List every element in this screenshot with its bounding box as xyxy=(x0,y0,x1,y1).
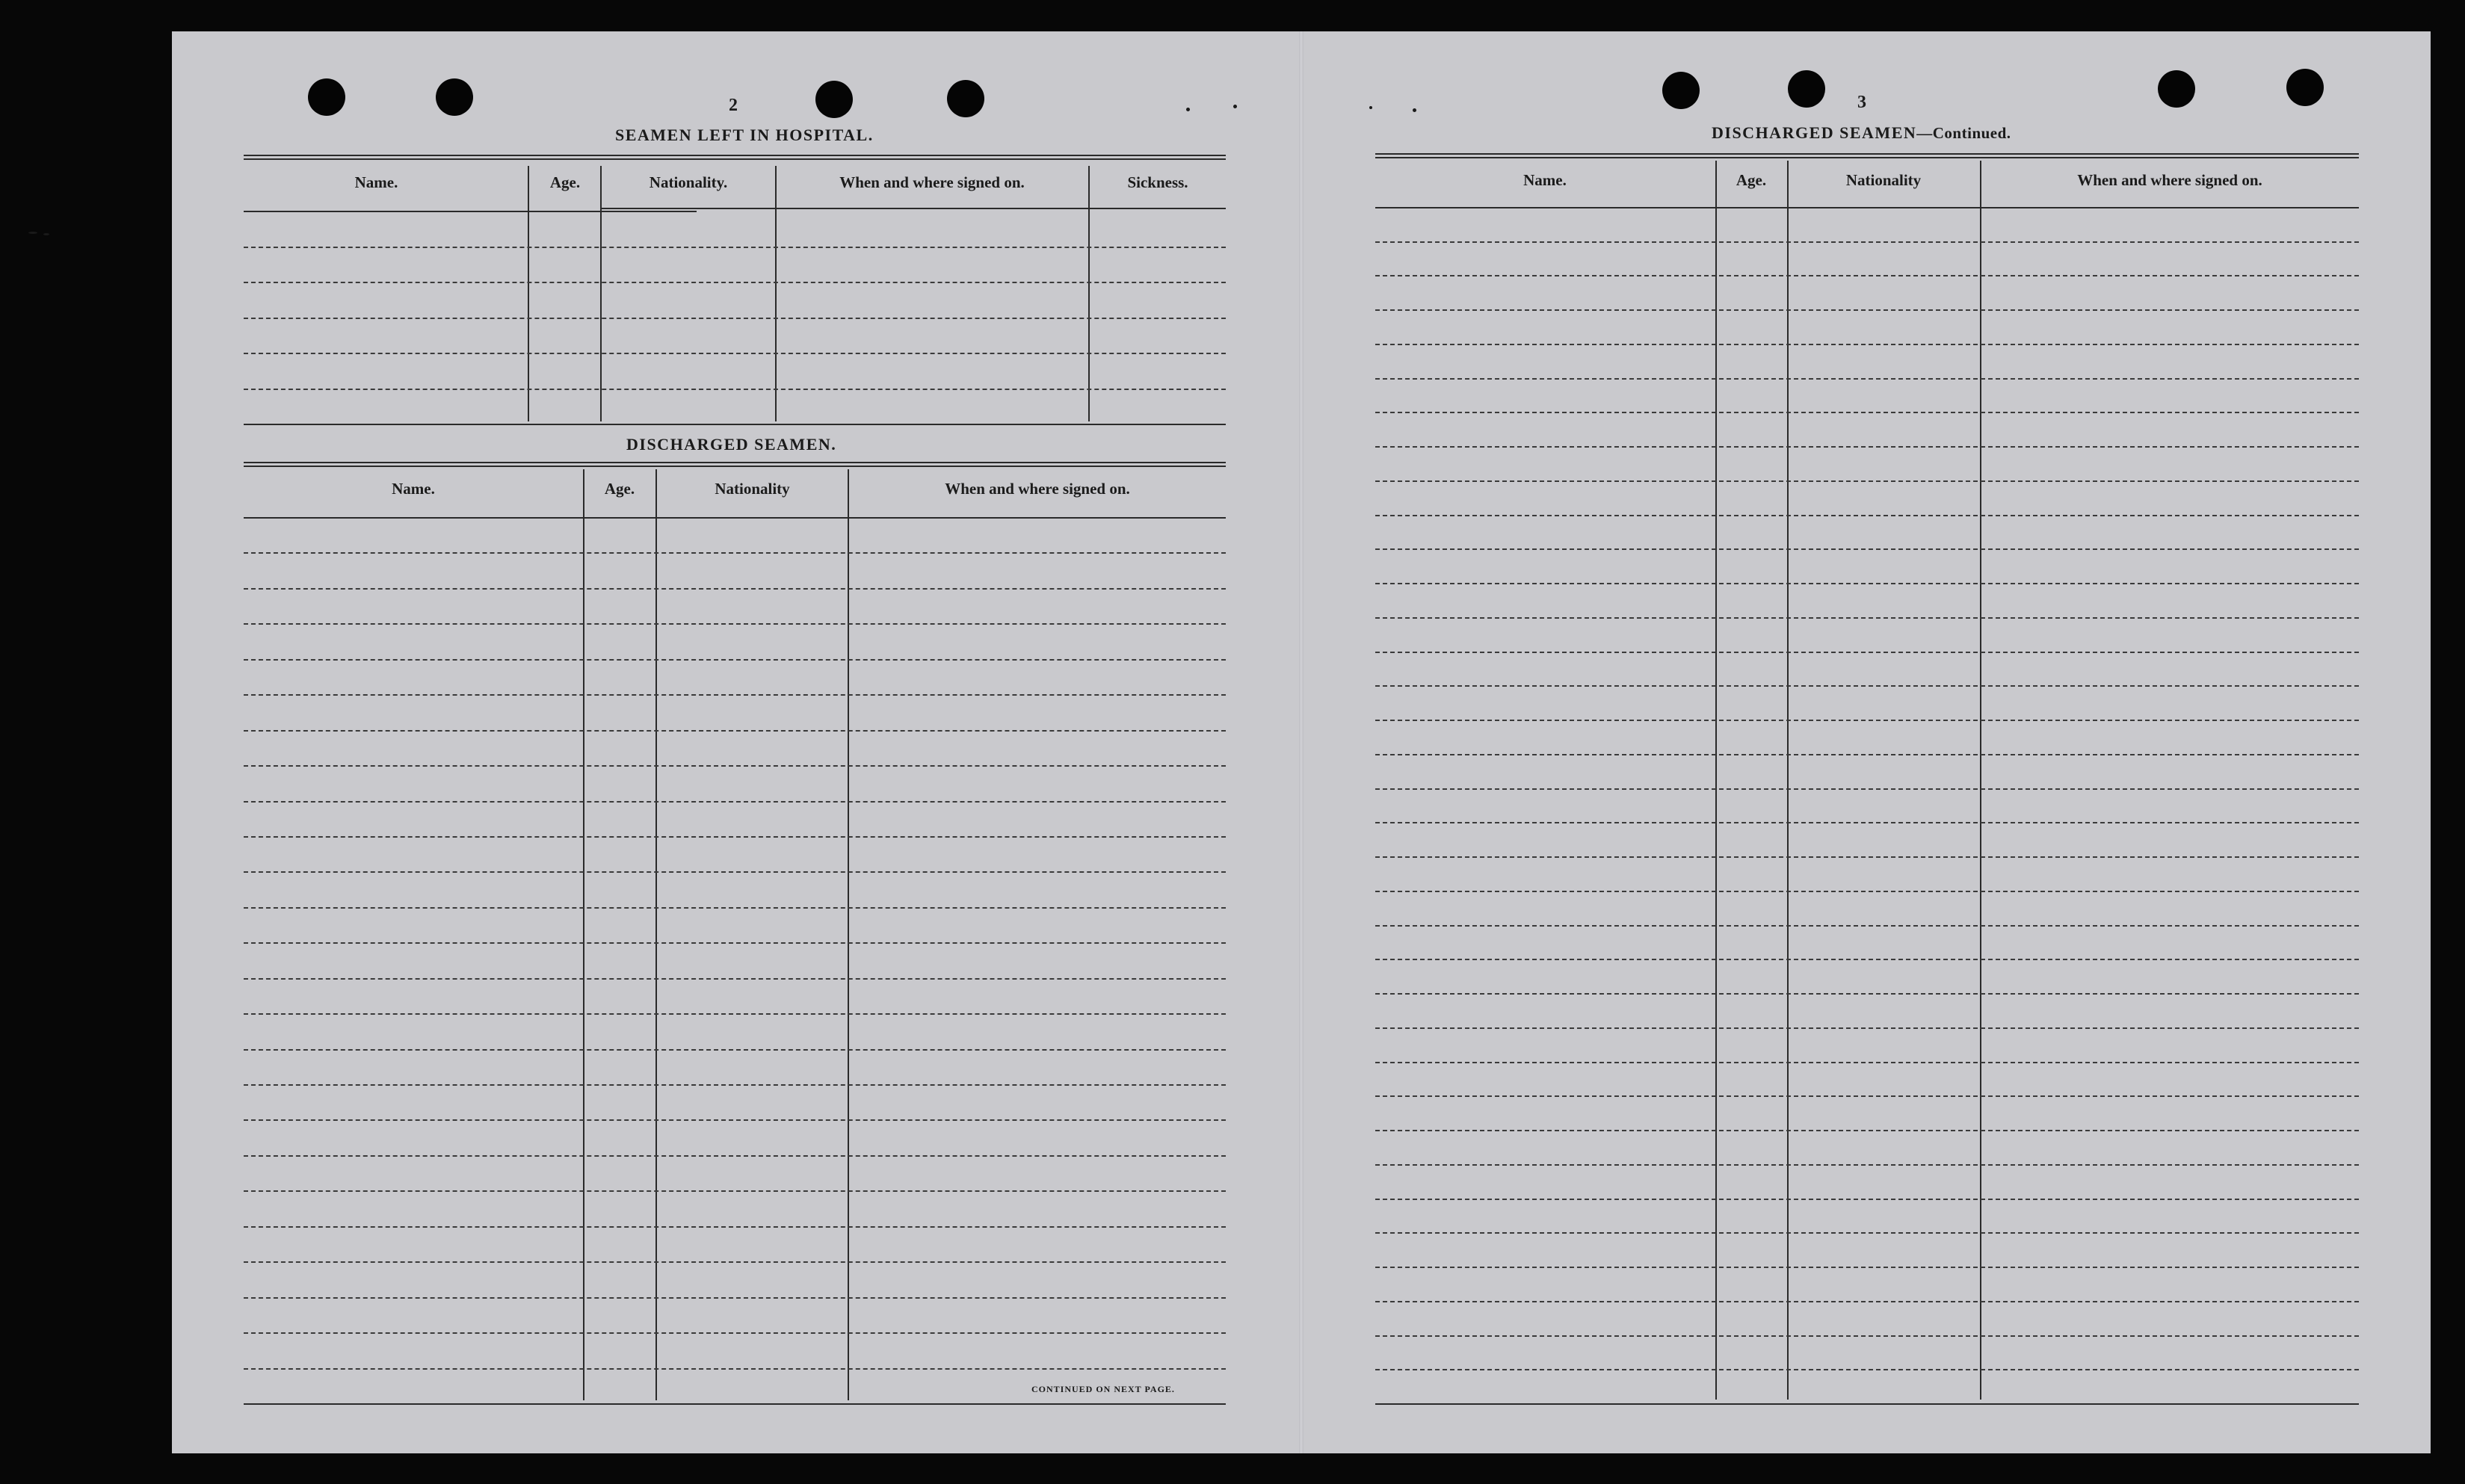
double-rule xyxy=(244,155,1226,160)
ruled-line xyxy=(1375,959,2359,960)
discharged-section-title: DISCHARGED SEAMEN. xyxy=(626,435,837,454)
ruled-line xyxy=(1375,378,2359,380)
ink-speck xyxy=(1233,105,1237,108)
ink-speck xyxy=(1186,108,1190,111)
ruled-line xyxy=(244,282,1226,283)
col-signed-on-header: When and where signed on. xyxy=(2077,171,2262,189)
col-name-header: Name. xyxy=(392,480,435,498)
page-number: 2 xyxy=(729,96,738,115)
title-main: DISCHARGED SEAMEN xyxy=(1712,123,1917,142)
ruled-line xyxy=(1375,891,2359,892)
ruled-line xyxy=(1375,344,2359,345)
ruled-line xyxy=(244,1226,1226,1228)
bottom-rule xyxy=(1375,1403,2359,1405)
continued-note: CONTINUED ON NEXT PAGE. xyxy=(1031,1384,1175,1394)
ruled-line xyxy=(244,694,1226,696)
ruled-line xyxy=(244,836,1226,838)
column-divider xyxy=(775,166,777,421)
column-divider xyxy=(1980,161,1981,1400)
ruled-line xyxy=(244,1049,1226,1051)
ruled-line xyxy=(1375,412,2359,413)
ruled-line xyxy=(244,730,1226,732)
scan-speck xyxy=(28,232,37,234)
punch-hole xyxy=(2286,69,2324,106)
page-number: 3 xyxy=(1857,93,1867,112)
ruled-line xyxy=(244,623,1226,625)
ruled-line xyxy=(1375,1232,2359,1234)
ruled-line xyxy=(1375,1267,2359,1268)
ruled-line xyxy=(244,765,1226,767)
ruled-line xyxy=(244,907,1226,909)
ruled-line xyxy=(1375,993,2359,995)
ruled-line xyxy=(1375,548,2359,550)
double-rule xyxy=(244,462,1226,467)
ruled-line xyxy=(244,389,1226,390)
ruled-line xyxy=(244,978,1226,980)
ruled-line xyxy=(244,659,1226,661)
header-rule xyxy=(1375,207,2359,208)
bottom-rule xyxy=(244,1403,1226,1405)
ink-speck xyxy=(1369,106,1372,109)
ruled-line xyxy=(1375,1095,2359,1097)
column-divider xyxy=(600,166,602,421)
header-rule xyxy=(244,211,697,212)
punch-hole xyxy=(1788,70,1825,108)
col-name-header: Name. xyxy=(1523,171,1567,189)
column-divider xyxy=(1088,166,1090,421)
ruled-line xyxy=(1375,1335,2359,1337)
ruled-line xyxy=(1375,1369,2359,1370)
col-nationality-header: Nationality. xyxy=(649,173,728,191)
ruled-line xyxy=(1375,1027,2359,1029)
double-rule xyxy=(1375,153,2359,158)
ruled-line xyxy=(244,1368,1226,1370)
ruled-line xyxy=(244,1297,1226,1299)
col-signed-on-header: When and where signed on. xyxy=(839,173,1025,191)
ruled-line xyxy=(1375,856,2359,858)
ruled-line xyxy=(244,1332,1226,1334)
col-age-header: Age. xyxy=(549,173,581,191)
col-name-header: Name. xyxy=(354,173,398,191)
section-rule xyxy=(244,424,1226,425)
title-suffix: —Continued. xyxy=(1916,124,2011,142)
punch-hole xyxy=(815,81,853,118)
col-age-header: Age. xyxy=(1736,171,1767,189)
col-sickness-header: Sickness. xyxy=(1127,173,1188,191)
ruled-line xyxy=(1375,446,2359,448)
ruled-line xyxy=(244,942,1226,944)
ruled-line xyxy=(244,1155,1226,1157)
column-divider xyxy=(1715,161,1717,1400)
col-age-header: Age. xyxy=(604,480,635,498)
ruled-line xyxy=(244,871,1226,873)
ruled-line xyxy=(1375,822,2359,823)
punch-hole xyxy=(436,78,473,116)
col-signed-on-header: When and where signed on. xyxy=(945,480,1130,498)
ruled-line xyxy=(1375,1130,2359,1131)
column-divider xyxy=(1787,161,1789,1400)
ruled-line xyxy=(1375,652,2359,653)
ruled-line xyxy=(1375,1199,2359,1200)
ruled-line xyxy=(1375,515,2359,516)
record-sheet xyxy=(172,31,2431,1453)
ruled-line xyxy=(244,1013,1226,1015)
ruled-line xyxy=(244,247,1226,248)
ruled-line xyxy=(1375,309,2359,311)
ruled-line xyxy=(1375,480,2359,482)
ruled-line xyxy=(1375,583,2359,584)
ruled-line xyxy=(244,552,1226,554)
col-nationality-header: Nationality xyxy=(1845,171,1922,189)
col-nationality-header: Nationality xyxy=(715,480,790,498)
ruled-line xyxy=(244,588,1226,590)
ruled-line xyxy=(1375,720,2359,721)
punch-hole xyxy=(1662,72,1700,109)
ruled-line xyxy=(244,318,1226,319)
ruled-line xyxy=(244,353,1226,354)
ruled-line xyxy=(244,1084,1226,1086)
ink-speck xyxy=(1413,108,1416,112)
scan-speck xyxy=(43,233,49,235)
ruled-line xyxy=(244,801,1226,803)
ruled-line xyxy=(244,1190,1226,1192)
ruled-line xyxy=(1375,1062,2359,1063)
ruled-line xyxy=(1375,788,2359,790)
header-rule xyxy=(244,517,1226,519)
ruled-line xyxy=(1375,685,2359,687)
ruled-line xyxy=(1375,1164,2359,1166)
ruled-line xyxy=(1375,617,2359,619)
discharged-continued-title xyxy=(1712,123,2011,143)
punch-hole xyxy=(947,80,984,117)
punch-hole xyxy=(2158,70,2195,108)
column-divider xyxy=(528,166,529,421)
hospital-section-title: SEAMEN LEFT IN HOSPITAL. xyxy=(615,126,874,144)
ruled-line xyxy=(1375,754,2359,755)
ruled-line xyxy=(1375,275,2359,276)
ruled-line xyxy=(244,1119,1226,1121)
ruled-line xyxy=(1375,241,2359,243)
ruled-line xyxy=(244,1261,1226,1263)
ruled-line xyxy=(1375,1301,2359,1302)
header-rule xyxy=(602,208,1226,209)
page-fold xyxy=(1299,31,1304,1453)
ruled-line xyxy=(1375,925,2359,927)
punch-hole xyxy=(308,78,345,116)
